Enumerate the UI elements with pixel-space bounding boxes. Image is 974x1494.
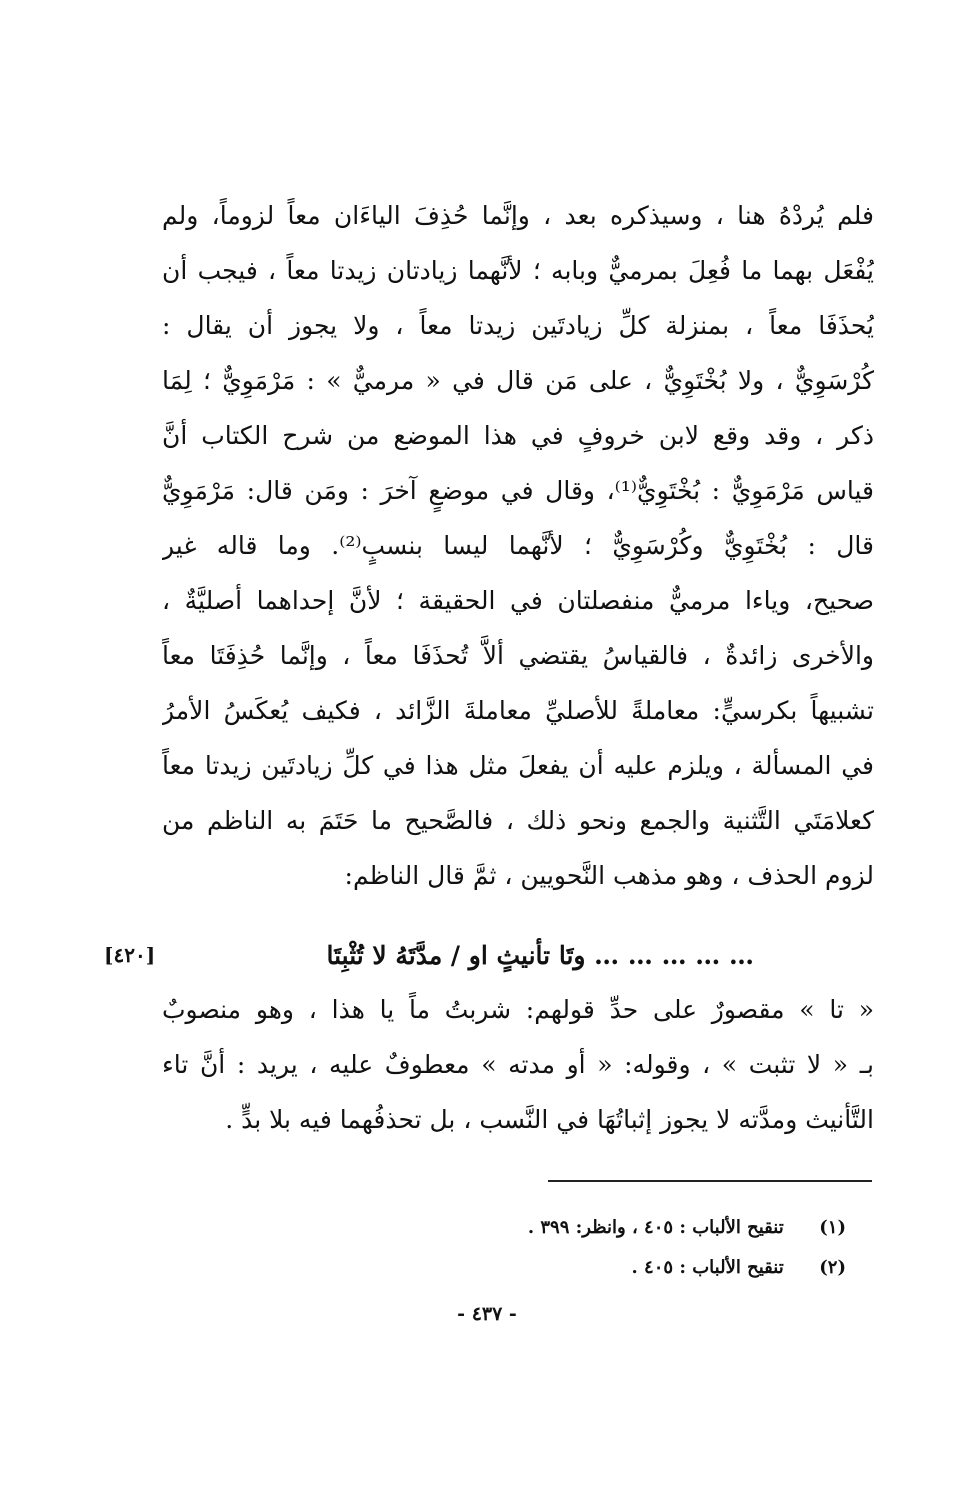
main-paragraph [162,188,874,903]
main-text-line-2: يُفْعَل بهما ما فُعِلَ بمرميٌّ وبابه ؛ لأنَّهما زيادتان زيدتا معاً ، فيجب أن [162,256,874,285]
verse-number: [٤٢٠] [104,943,156,967]
commentary-line-3: التَّأنيث ومدَّته لا يجوز إثباتُهَا في النَّسب ، بل تحذفُهما فيه بلا بدٍّ . [225,1105,874,1134]
verse-line [104,928,874,983]
footnote-marker: (١) [819,1217,846,1238]
main-text-line-1: فلم يُردْهُ هنا ، وسيذكره بعد ، وإنَّما حُذِفَ الياءَان معاً لزوماً، ولم [162,201,874,230]
main-text-line-4: كُرْسَوِيٌّ ، ولا بُخْتَوِيٌّ ، على مَن قال في « مرميٌّ » : مَرْمَوِيٌّ ؛ لِمَا [162,366,874,395]
footnote-1 [426,1208,846,1248]
footnote-marker: (٢) [819,1257,846,1278]
footnotes [426,1208,846,1288]
footnote-text: تنقيح الألباب : ٤٠٥ ، وانظر: ٣٩٩ . [527,1217,784,1238]
main-text-line-5: ذكر ، وقد وقع لابن خروفٍ في هذا الموضع من شرح الكتاب أنَّ [162,421,874,450]
footnote-divider [548,1180,872,1182]
footnote-text: تنقيح الألباب : ٤٠٥ . [631,1257,784,1278]
commentary-line-1: « تا » مقصورٌ على حدِّ قولهم: شربتُ ماً يا هذا ، وهو منصوبٌ [162,995,874,1024]
main-text-line-7: قال : بُخْتَوِيٌّ وكُرْسَوِيٌّ ؛ لأنَّهما ليسا بنسبٍ⁽²⁾. وما قاله غير [162,531,874,560]
footnote-2 [426,1248,846,1288]
verse-commentary [162,982,874,1147]
main-text-line-13: لزوم الحذف ، وهو مذهب النَّحويين ، ثمَّ قال الناظم: [344,861,874,890]
main-text-line-12: كعلامَتَي التَّثنية والجمع ونحو ذلك ، فالصَّحيح ما حَتَمَ به الناظم من [162,806,874,835]
main-text-line-8: صحيح، وياءا مرميٌّ منفصلتان في الحقيقة ؛ لأنَّ إحداهما أصليَّةٌ ، [162,586,874,615]
page-number: - ٤٣٧ - [457,1303,517,1325]
main-text-line-6: قياس مَرْمَوِيٌّ : بُخْتَوِيٌّ⁽¹⁾، وقال في موضعٍ آخرَ : ومَن قال: مَرْمَوِيٌّ [162,476,874,505]
verse-text: … … … … … وتَا تأنيثٍ او / مدَّتَهُ لا تُثْبِتَا [326,941,754,970]
main-text-line-10: تشبيهاً بكرسيٍّ: معاملةً للأصليِّ معاملةَ الزَّائد ، فكيف يُعكَسُ الأمرُ [162,696,874,725]
main-text-line-3: يُحذَفَا معاً ، بمنزلة كلِّ زيادتَين زيدتا معاً ، ولا يجوز أن يقال : [162,311,874,340]
main-text-line-9: والأخرى زائدةٌ ، فالقياسُ يقتضي ألاَّ تُحذَفَا معاً ، وإنَّما حُذِفَتَا معاً [162,641,874,670]
main-text-line-11: في المسألة ، ويلزم عليه أن يفعلَ مثل هذا في كلِّ زيادتَين زيدتا معاً [162,751,874,780]
commentary-line-2: بـ « لا تثبت » ، وقوله: « أو مدته » معطوفٌ عليه ، يريد : أنَّ تاء [162,1050,874,1079]
